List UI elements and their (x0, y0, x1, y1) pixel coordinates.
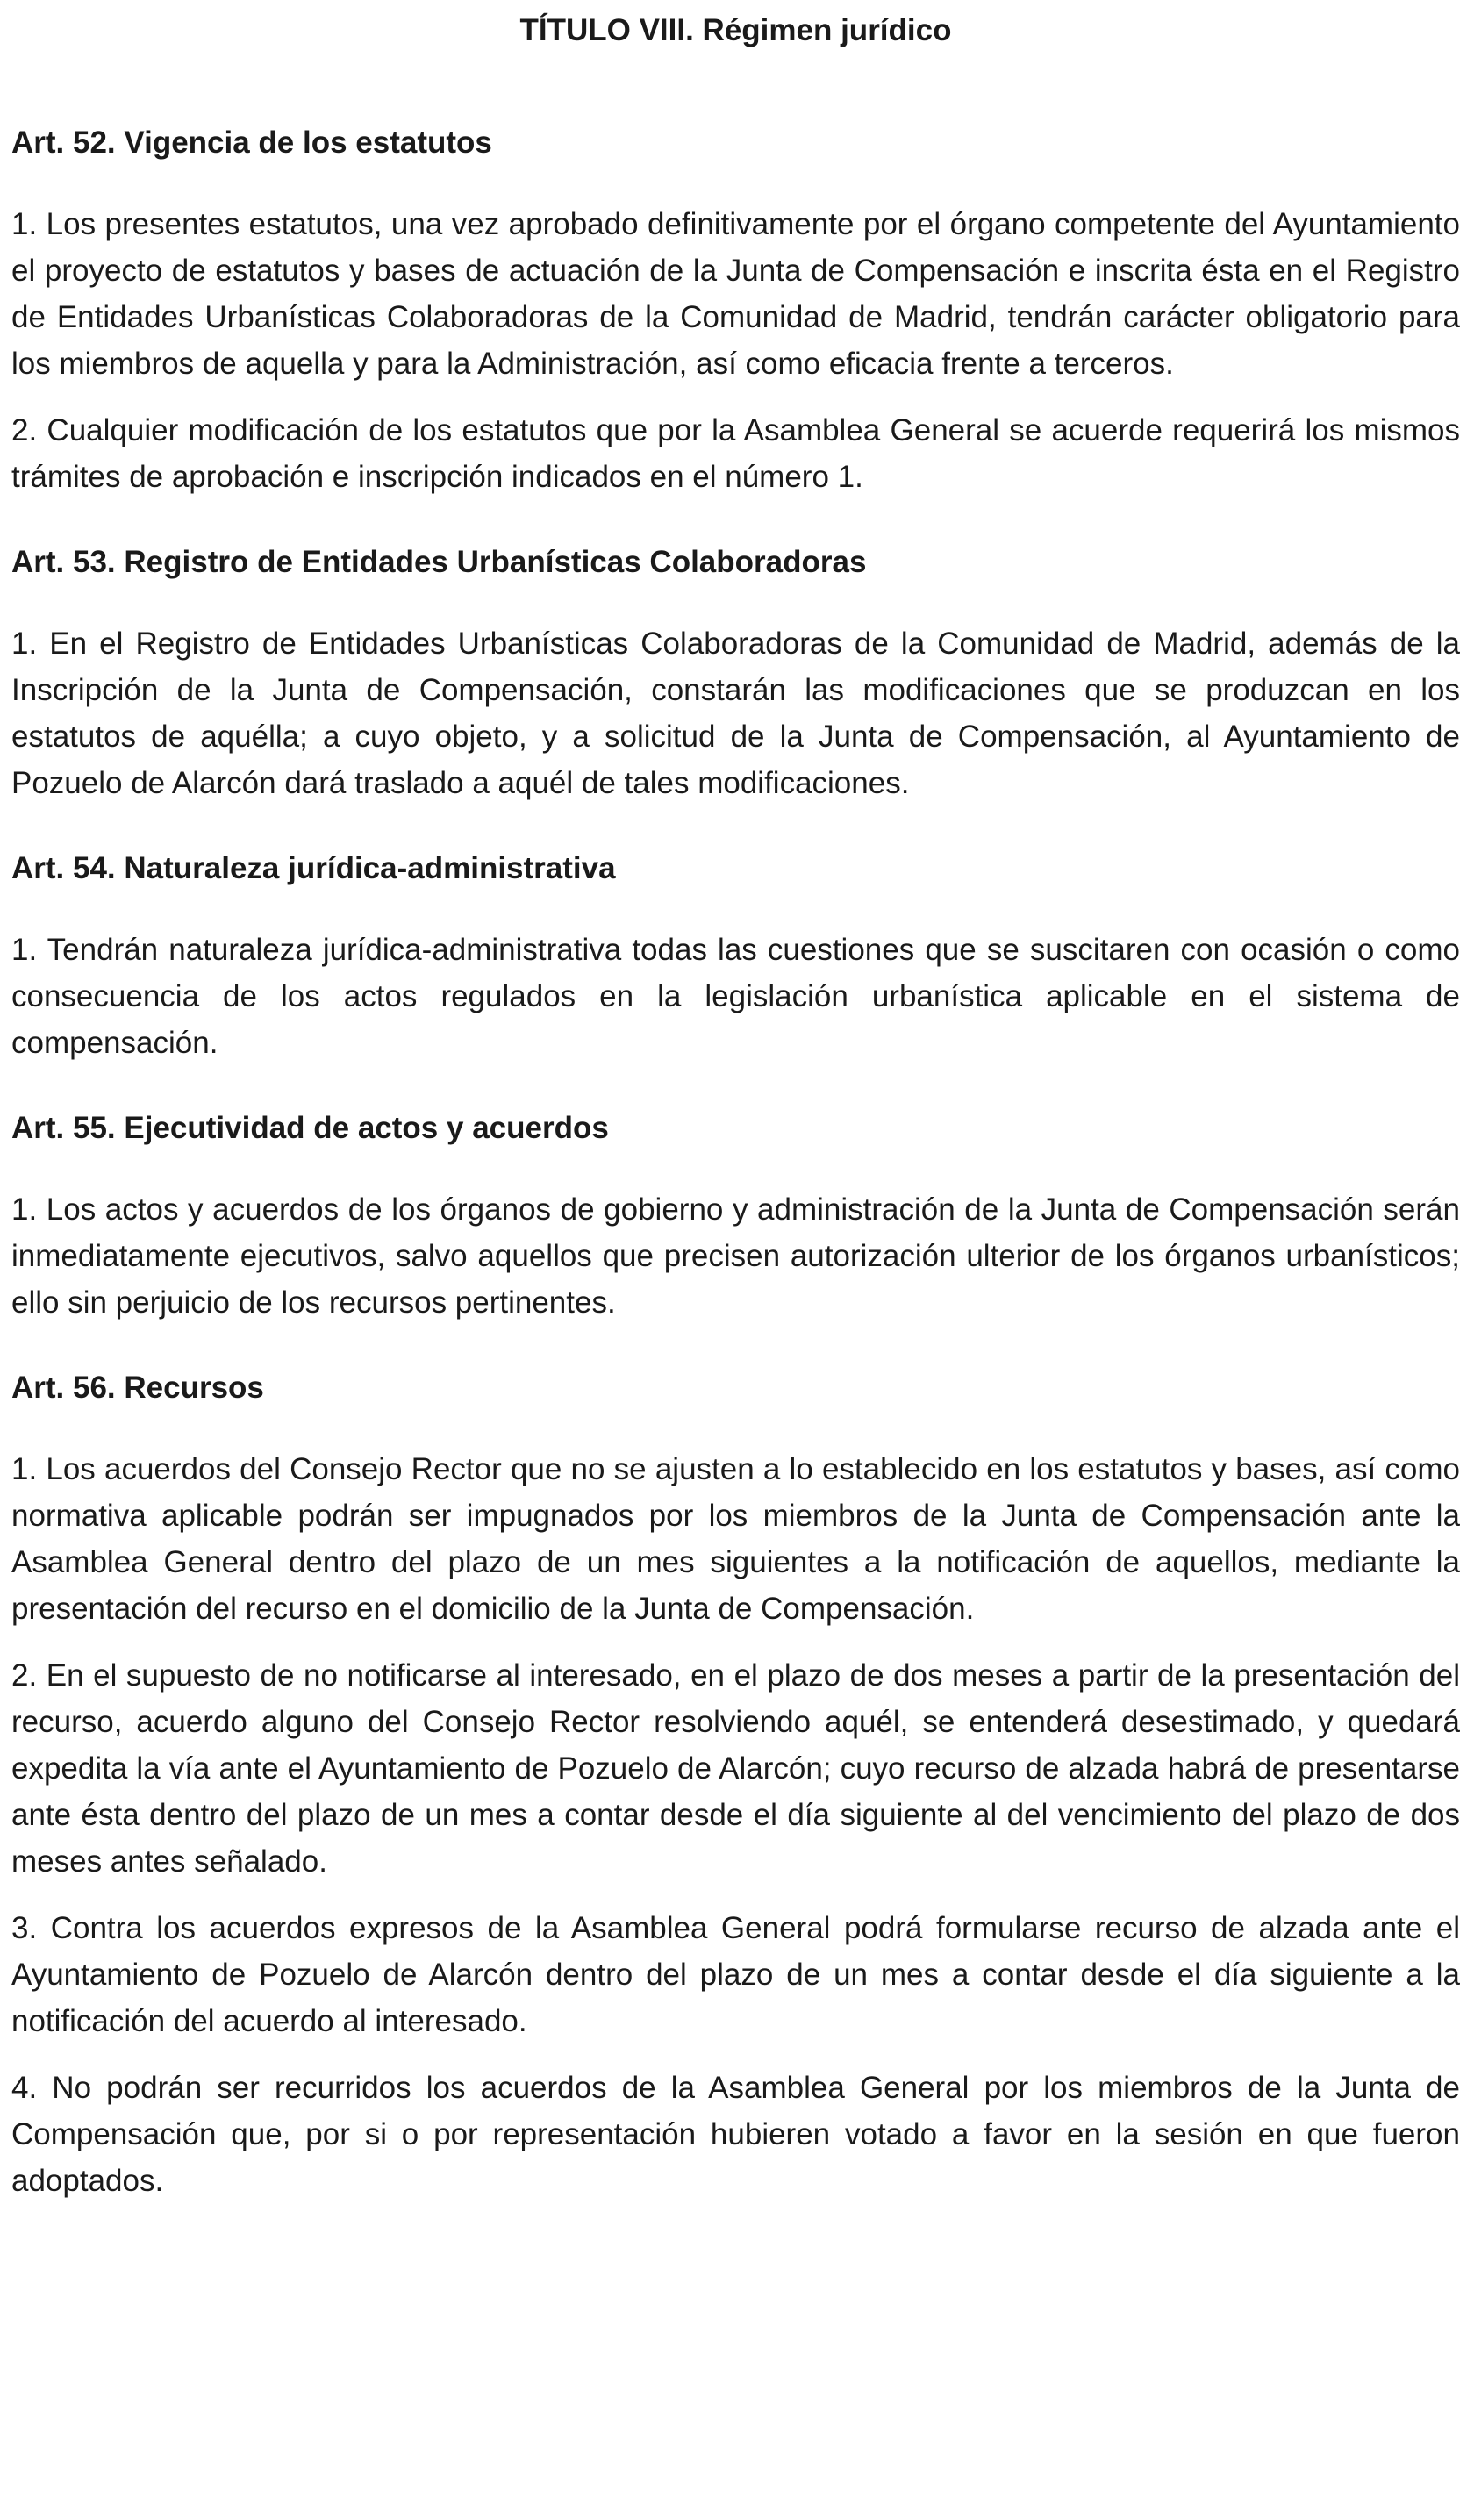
article-paragraph: 3. Contra los acuerdos expresos de la Asamblea General podrá formularse recurso de alzada ante el Ayuntamiento de Pozuelo de Alarcón dentro del plazo de un mes a contar desde el día siguiente a la notificación del acuerdo al interesado. (11, 1911, 1460, 2038)
article-54 (11, 850, 1460, 1066)
article-heading: Art. 53. Registro de Entidades Urbanísticas Colaboradoras (11, 545, 867, 579)
article-heading: Art. 54. Naturaleza jurídica-administrativa (11, 851, 616, 885)
article-52 (11, 125, 1460, 500)
article-paragraph: 1. Los actos y acuerdos de los órganos de gobierno y administración de la Junta de Compensación serán inmediatamente ejecutivos, salvo aquellos que precisen autorización ulterior de los órganos urbanísticos; ello sin perjuicio de los recursos pertinentes. (11, 1192, 1460, 1320)
article-paragraph: 2. En el supuesto de no notificarse al interesado, en el plazo de dos meses a partir de la presentación del recurso, acuerdo alguno del Consejo Rector resolviendo aquél, se entenderá desestimado, y quedará expedita la vía ante el Ayuntamiento de Pozuelo de Alarcón; cuyo recurso de alzada habrá de presentarse ante ésta dentro del plazo de un mes a contar desde el día siguiente al del vencimiento del plazo de dos meses antes señalado. (11, 1658, 1460, 1879)
article-heading: Art. 52. Vigencia de los estatutos (11, 125, 492, 160)
article-heading: Art. 55. Ejecutividad de actos y acuerdos (11, 1111, 609, 1145)
article-53 (11, 544, 1460, 806)
article-56 (11, 1370, 1460, 2204)
article-55 (11, 1110, 1460, 1326)
article-paragraph: 1. Los acuerdos del Consejo Rector que no se ajusten a lo establecido en los estatutos y bases, así como normativa aplicable podrán ser impugnados por los miembros de la Junta de Compensación ante la Asamblea General dentro del plazo de un mes siguientes a la notificación de aquellos, mediante la presentación del recurso en el domicilio de la Junta de Compensación. (11, 1452, 1460, 1626)
document-title: TÍTULO VIII. Régimen jurídico (519, 13, 952, 47)
article-paragraph: 1. En el Registro de Entidades Urbanísticas Colaboradoras de la Comunidad de Madrid, además de la Inscripción de la Junta de Compensación, constarán las modificaciones que se produzcan en los estatutos de aquélla; a cuyo objeto, y a solicitud de la Junta de Compensación, al Ayuntamiento de Pozuelo de Alarcón dará traslado a aquél de tales modificaciones. (11, 626, 1460, 800)
article-paragraph: 4. No podrán ser recurridos los acuerdos de la Asamblea General por los miembros de la Junta de Compensación que, por si o por representación hubieren votado a favor en la sesión en que fueron adoptados. (11, 2071, 1460, 2198)
article-heading: Art. 56. Recursos (11, 1371, 264, 1405)
article-paragraph: 2. Cualquier modificación de los estatutos que por la Asamblea General se acuerde requerirá los mismos trámites de aprobación e inscripción indicados en el número 1. (11, 413, 1460, 494)
article-paragraph: 1. Los presentes estatutos, una vez aprobado definitivamente por el órgano competente del Ayuntamiento el proyecto de estatutos y bases de actuación de la Junta de Compensación e inscrita ésta en el Registro de Entidades Urbanísticas Colaboradoras de la Comunidad de Madrid, tendrán carácter obligatorio para los miembros de aquella y para la Administración, así como eficacia frente a terceros. (11, 207, 1460, 381)
article-paragraph: 1. Tendrán naturaleza jurídica-administrativa todas las cuestiones que se suscitaren con ocasión o como consecuencia de los actos regulados en la legislación urbanística aplicable en el sistema de compensación. (11, 933, 1460, 1060)
